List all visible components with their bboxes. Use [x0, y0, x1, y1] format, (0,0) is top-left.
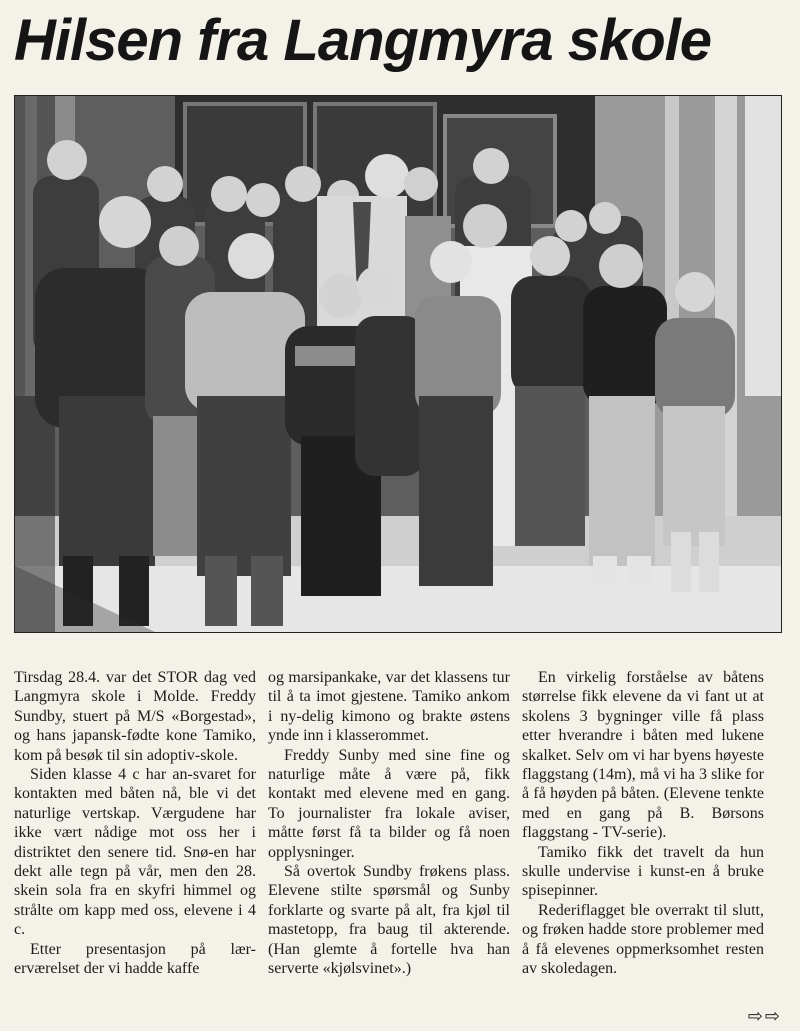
- paragraph: Rederiflagget ble overrakt til slutt, og frøken hadde store problemer med å få elevenes oppmerksomhet resten av skoledagen.: [522, 901, 764, 978]
- paragraph: Så overtok Sundby frøkens plass. Elevene stilte spørsmål og Sunby forklarte og svarte på alt, fra kjøl til mastetopp, fra baug til akterende. (Han glemte å fortelle hva han serverte «kjølsvinet».): [268, 863, 510, 978]
- paragraph: Tirsdag 28.4. var det STOR dag ved Langmyra skole i Molde. Freddy Sundby, stuert på M/S «Borgestad», og hans japansk-fødte kone Tamiko, kom på besøk til sin adoptiv-skole.: [14, 669, 256, 764]
- article-column-2: [268, 668, 510, 1028]
- group-photo-icon: [15, 96, 781, 632]
- group-photo: [14, 95, 782, 633]
- paragraph: og marsipankake, var det klassens tur til å ta imot gjestene. Tamiko ankom i ny-delig kimono og brakte østens ynde inn i klasserommet.: [268, 669, 510, 745]
- article-body: [14, 668, 784, 1028]
- paragraph: En virkelig forståelse av båtens størrelse fikk elevene da vi fant ut at skolens 3 bygninger ville få plass etter hverandre i båten med lukene skalket. Selv om vi har byens høyeste flaggstang (14m), må vi ha 3 slike for å få høyden på båten. (Elevene tenkte med en gang på B. Børsons flaggstang - TV-serie).: [522, 669, 764, 842]
- paragraph: Freddy Sunby med sine fine og naturlige måte å være på, fikk kontakt med elevene med en gang. To journalister fra lokale aviser, måtte først få ta bilder og få noen opplysninger.: [268, 746, 510, 861]
- continuation-arrow-icon: ⇨⇨: [747, 1006, 782, 1027]
- headline: Hilsen fra Langmyra skole: [14, 8, 712, 73]
- article-column-1: [14, 668, 256, 1028]
- paragraph: Etter presentasjon på lær-erværelset der vi hadde kaffe: [14, 940, 256, 978]
- paragraph: Siden klasse 4 c har an-svaret for kontakten med båten nå, ble vi det naturlige vertskap. Værgudene har ikke vært nådige mot oss her i distriktet den senere tid. Snø-en har dekt alle tegn på vår, men den 28. skein sola fra en skyfri himmel og strålte om kapp med oss, elevene i 4 c.: [14, 766, 256, 939]
- article-column-3: [522, 668, 764, 1028]
- paragraph: Tamiko fikk det travelt da hun skulle undervise i kunst-en å bruke spisepinner.: [522, 843, 764, 900]
